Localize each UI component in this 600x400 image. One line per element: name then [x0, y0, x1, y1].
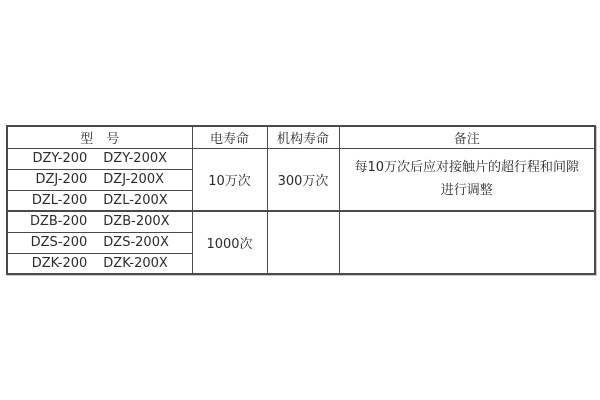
model-pair — [8, 193, 192, 208]
mechanical-life-group1: 300万次 — [267, 148, 339, 211]
remarks-line-1: 每10万次后应对接触片的超行程和间隙 — [354, 160, 580, 176]
model-cell-dzk — [7, 253, 192, 274]
model-name-x: DZL-200X — [103, 192, 168, 208]
model-name-x: DZB-200X — [103, 214, 170, 230]
model-name-x: DZY-200X — [103, 151, 168, 166]
header-row — [7, 126, 595, 148]
model-name: DZY-200 — [32, 151, 88, 166]
header-mechanical-life: 机构寿命 — [267, 126, 339, 148]
model-pair — [8, 235, 192, 250]
model-cell-dzj — [7, 169, 192, 190]
model-cell-dzs — [7, 232, 192, 253]
mechanical-life-group2 — [267, 211, 339, 274]
model-name: DZB-200 — [29, 214, 88, 230]
model-cell-dzb — [7, 211, 192, 232]
model-cell-dzy — [7, 148, 192, 169]
table-row-dzb — [7, 211, 595, 232]
model-pair — [8, 214, 192, 229]
header-model: 型 号 — [7, 126, 192, 148]
model-name-x: DZS-200X — [103, 235, 169, 250]
model-pair — [8, 151, 192, 166]
remarks-group1 — [339, 148, 595, 211]
relay-life-spec-table — [6, 125, 596, 275]
header-remarks: 备注 — [339, 126, 595, 148]
model-pair — [8, 256, 192, 271]
electrical-life-group2: 1000次 — [192, 211, 267, 274]
header-electrical-life: 电寿命 — [192, 126, 267, 148]
model-name: DZK-200 — [31, 255, 88, 271]
model-pair — [8, 172, 192, 187]
electrical-life-group1: 10万次 — [192, 148, 267, 211]
model-name: DZJ-200 — [35, 172, 88, 187]
model-name: DZL-200 — [31, 192, 88, 208]
remarks-line-2: 进行调整 — [440, 183, 493, 199]
table-row-dzy — [7, 148, 595, 169]
model-name-x: DZJ-200X — [103, 172, 164, 187]
remarks-group2 — [339, 211, 595, 274]
model-cell-dzl — [7, 190, 192, 211]
model-name: DZS-200 — [30, 235, 88, 250]
model-name-x: DZK-200X — [103, 255, 168, 271]
